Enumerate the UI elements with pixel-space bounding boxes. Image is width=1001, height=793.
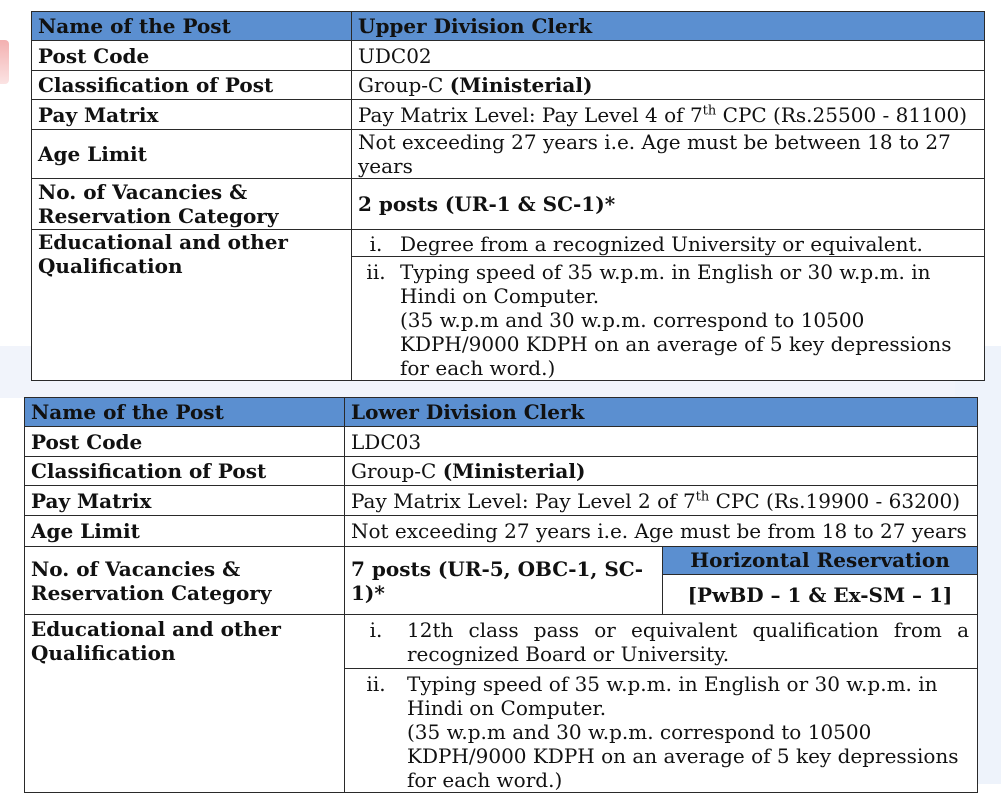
ldc-class-label: Classification of Post	[25, 457, 345, 486]
udc-qual-label	[32, 230, 352, 381]
ldc-vac-value: 7 posts (UR-5, OBC-1, SC-1)*	[351, 556, 644, 605]
ldc-qual-2-line-1: Typing speed of 35 w.p.m. in English or 30 w.p.m. in Hindi on Computer.	[407, 672, 938, 720]
ldc-code-label: Post Code	[25, 427, 345, 457]
ldc-qual-cell	[345, 615, 978, 793]
udc-name-label: Name of the Post	[32, 12, 352, 41]
udc-qual-2-num: ii.	[366, 260, 386, 284]
ldc-row-name	[25, 398, 978, 427]
ldc-name-label: Name of the Post	[25, 398, 345, 427]
ldc-code-value: LDC03	[345, 427, 978, 457]
udc-qual-label-line-2: Qualification	[38, 254, 183, 278]
udc-qual-2-text	[400, 260, 984, 380]
udc-pay-pre: Pay Matrix Level: Pay Level 4 of 7	[358, 102, 703, 127]
ldc-qual-label-line-1: Educational and other	[31, 617, 281, 641]
udc-pay-sup: th	[702, 102, 717, 118]
udc-code-value: UDC02	[352, 41, 985, 71]
udc-row-vacancies	[32, 179, 985, 230]
udc-pay-value	[352, 100, 985, 130]
udc-class-label: Classification of Post	[32, 71, 352, 100]
ldc-hr-title: Horizontal Reservation	[663, 547, 977, 575]
ldc-pay-post: CPC (Rs.19900 - 63200)	[709, 488, 961, 513]
udc-qual-cell	[352, 230, 985, 381]
ldc-qual-label-line-2: Qualification	[31, 641, 176, 665]
ldc-class-bold: (Ministerial)	[442, 459, 586, 483]
ldc-qual-2-text	[407, 672, 977, 792]
ldc-row-class	[25, 457, 978, 486]
ldc-qual-1-num: i.	[369, 618, 383, 642]
udc-age-label: Age Limit	[32, 130, 352, 179]
udc-age-value: Not exceeding 27 years i.e. Age must be between 18 to 27 years	[352, 130, 985, 179]
ldc-vac-label-line-2: Reservation Category	[31, 580, 272, 605]
udc-qual-label-line-1: Educational and other	[38, 230, 288, 254]
ldc-qual-1-text: 12th class pass or equivalent qualification from a recognized Board or University.	[407, 618, 969, 666]
udc-pay-post: CPC (Rs.25500 - 81100)	[716, 102, 968, 127]
udc-code-label: Post Code	[32, 41, 352, 71]
ldc-row-vacancies	[25, 547, 978, 615]
ldc-qual-label	[25, 615, 345, 793]
ldc-row-code	[25, 427, 978, 457]
ldc-table	[24, 397, 978, 793]
udc-row-qualification	[32, 230, 985, 381]
udc-row-age	[32, 130, 985, 179]
ldc-vac-label-line-1: No. of Vacancies &	[31, 556, 241, 581]
udc-qual-2-line-2: (35 w.p.m and 30 w.p.m. correspond to 10500 KDPH/9000 KDPH on an average of 5 key depressions for each word.)	[400, 308, 952, 380]
udc-row-pay	[32, 100, 985, 130]
ldc-class-plain: Group-C	[351, 459, 443, 483]
ldc-pay-sup: th	[695, 488, 710, 504]
udc-pay-label: Pay Matrix	[32, 100, 352, 130]
ldc-age-value: Not exceeding 27 years i.e. Age must be from 18 to 27 years	[345, 516, 978, 547]
edge-watermark	[0, 40, 9, 84]
ldc-qual-item-1	[345, 615, 977, 668]
ldc-pay-label: Pay Matrix	[25, 486, 345, 516]
ldc-pay-pre: Pay Matrix Level: Pay Level 2 of 7	[351, 488, 696, 513]
ldc-vac-label	[25, 547, 345, 615]
ldc-horizontal-reservation	[662, 547, 977, 614]
udc-row-code	[32, 41, 985, 71]
udc-qual-1-num: i.	[369, 232, 383, 256]
ldc-qual-item-2	[345, 668, 977, 792]
ldc-class-value	[345, 457, 978, 486]
ldc-vac-split	[345, 547, 977, 614]
udc-class-bold: (Ministerial)	[449, 73, 593, 97]
udc-qual-item-2	[352, 256, 984, 380]
udc-class-plain: Group-C	[358, 73, 450, 97]
ldc-name-value: Lower Division Clerk	[345, 398, 978, 427]
ldc-qual-2-line-2: (35 w.p.m and 30 w.p.m. correspond to 10500 KDPH/9000 KDPH on an average of 5 key depressions for each word.)	[407, 720, 959, 792]
ldc-qual-2-num: ii.	[366, 672, 386, 696]
ldc-hr-value: [PwBD – 1 & Ex-SM – 1]	[687, 582, 953, 607]
udc-qual-2-line-1: Typing speed of 35 w.p.m. in English or 30 w.p.m. in Hindi on Computer.	[400, 260, 931, 308]
ldc-vac-cell	[345, 547, 978, 615]
ldc-pay-value	[345, 486, 978, 516]
udc-row-name	[32, 12, 985, 41]
udc-name-value: Upper Division Clerk	[352, 12, 985, 41]
udc-vac-label	[32, 179, 352, 230]
ldc-row-qualification	[25, 615, 978, 793]
udc-qual-1-text: Degree from a recognized University or equivalent.	[400, 232, 923, 256]
ldc-row-age	[25, 516, 978, 547]
udc-table	[31, 11, 985, 381]
udc-vac-label-line-1: No. of Vacancies &	[38, 180, 248, 204]
udc-class-value	[352, 71, 985, 100]
udc-vac-value: 2 posts (UR-1 & SC-1)*	[352, 179, 985, 230]
udc-qual-item-1	[352, 230, 984, 256]
ldc-row-pay	[25, 486, 978, 516]
udc-row-class	[32, 71, 985, 100]
ldc-age-label: Age Limit	[25, 516, 345, 547]
udc-vac-label-line-2: Reservation Category	[38, 204, 279, 228]
